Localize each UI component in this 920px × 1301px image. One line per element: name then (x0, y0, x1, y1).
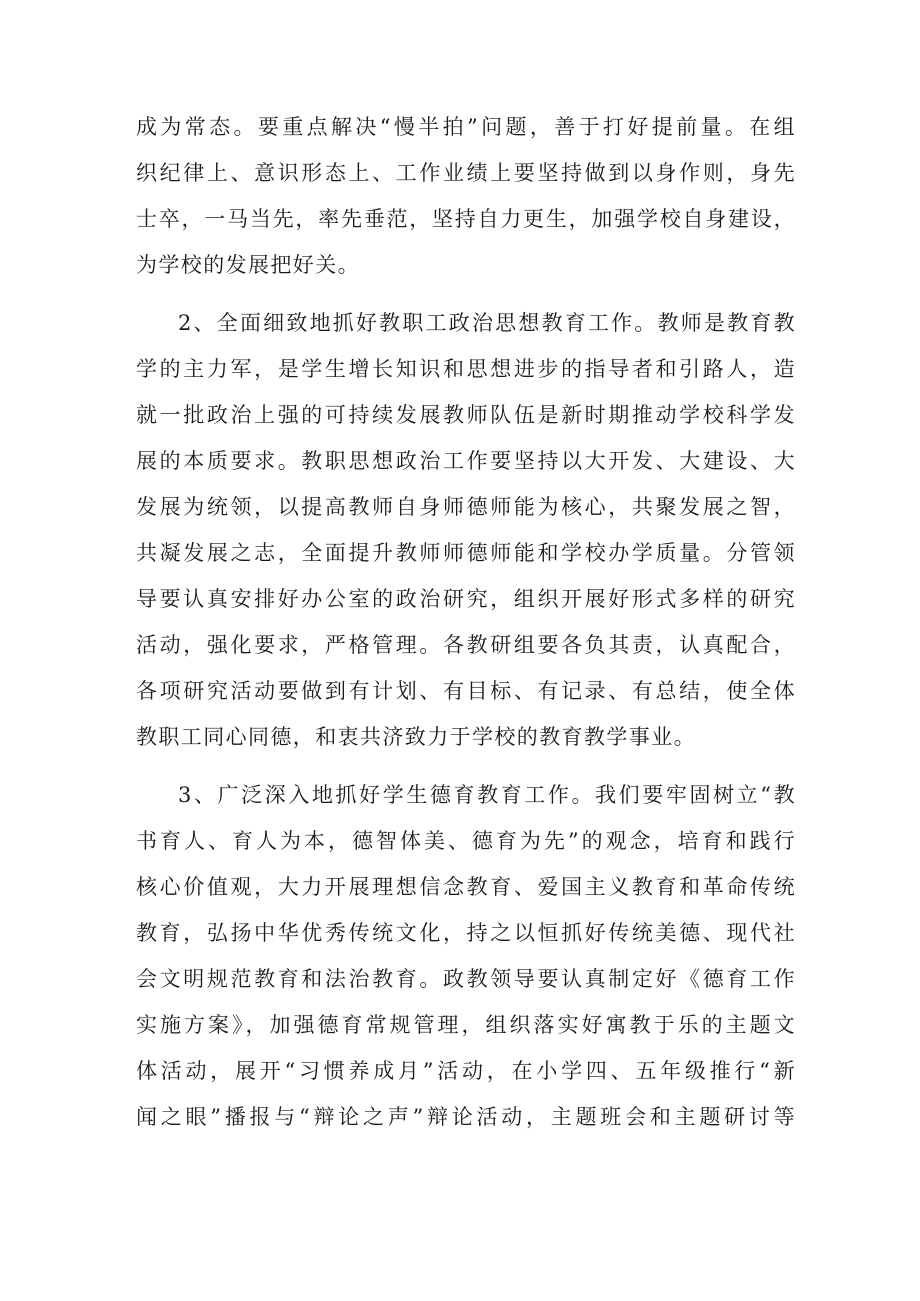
paragraph-gap (136, 760, 796, 772)
text-line: 教育，弘扬中华优秀传统文化，持之以恒抓好传统美德、现代社 (136, 921, 796, 945)
text-line: 展的本质要求。教职思想政治工作要坚持以大开发、大建设、大 (136, 449, 796, 473)
paragraph-item-2 (136, 300, 796, 760)
text-line: 3、广泛深入地抓好学生德育教育工作。我们要牢固树立“教 (178, 783, 796, 807)
text-line: 闻之眼”播报与“辩论之声”辩论活动，主题班会和主题研讨等 (136, 1105, 796, 1129)
document-body (136, 104, 796, 1140)
text-line: 为学校的发展把好关。 (136, 253, 360, 277)
text-line: 就一批政治上强的可持续发展教师队伍是新时期推动学校科学发 (136, 403, 796, 427)
text-line: 体活动，展开“习惯养成月”活动，在小学四、五年级推行“新 (136, 1059, 796, 1083)
text-line: 核心价值观，大力开展理想信念教育、爱国主义教育和革命传统 (136, 875, 796, 899)
paragraph-item-3 (136, 772, 796, 1140)
text-line: 书育人、育人为本，德智体美、德育为先”的观念，培育和践行 (136, 829, 796, 853)
text-line: 会文明规范教育和法治教育。政教领导要认真制定好《德育工作 (136, 967, 796, 991)
text-line: 实施方案》，加强德育常规管理，组织落实好寓教于乐的主题文 (136, 1013, 796, 1037)
text-line: 导要认真安排好办公室的政治研究，组织开展好形式多样的研究 (136, 587, 796, 611)
text-line: 2、全面细致地抓好教职工政治思想教育工作。教师是教育教 (178, 311, 796, 335)
text-line: 学的主力军，是学生增长知识和思想进步的指导者和引路人，造 (136, 357, 796, 381)
text-line: 共凝发展之志，全面提升教师师德师能和学校办学质量。分管领 (136, 541, 796, 565)
text-line: 发展为统领，以提高教师自身师德师能为核心，共聚发展之智， (136, 495, 796, 519)
paragraph-continued (136, 104, 796, 288)
paragraph-gap (136, 288, 796, 300)
text-line: 各项研究活动要做到有计划、有目标、有记录、有总结，使全体 (136, 679, 796, 703)
text-line: 教职工同心同德，和衷共济致力于学校的教育教学事业。 (136, 725, 696, 749)
text-line: 活动，强化要求，严格管理。各教研组要各负其责，认真配合， (136, 633, 796, 657)
text-line: 士卒，一马当先，率先垂范，坚持自力更生，加强学校自身建设， (136, 207, 796, 231)
text-line: 织纪律上、意识形态上、工作业绩上要坚持做到以身作则，身先 (136, 161, 796, 185)
text-line: 成为常态。要重点解决“慢半拍”问题，善于打好提前量。在组 (136, 115, 796, 139)
